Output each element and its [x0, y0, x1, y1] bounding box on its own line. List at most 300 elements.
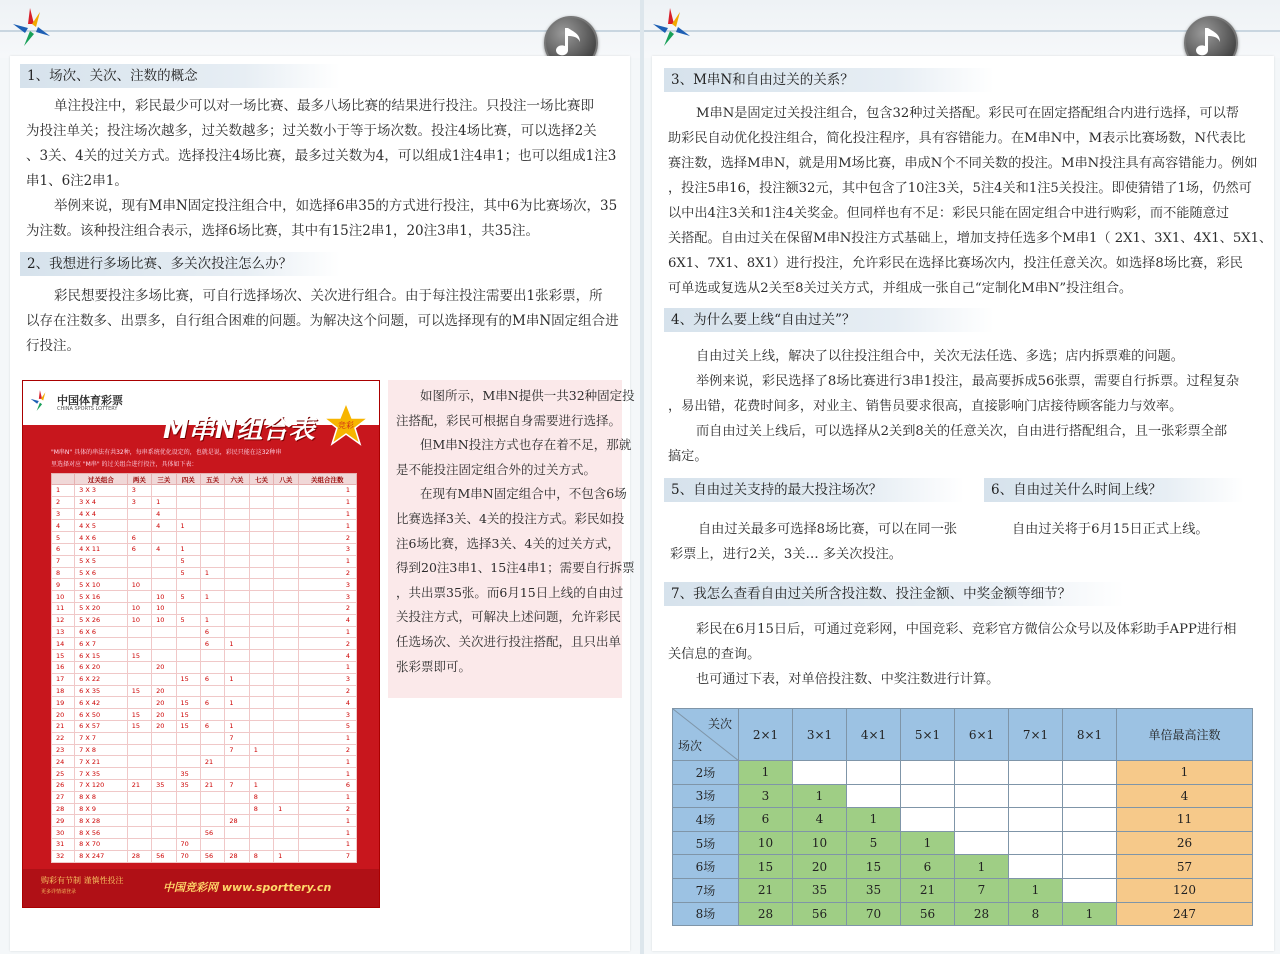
poster-cell: 24 [52, 756, 75, 768]
s2-line-2: 以存在注数多、出票多，自行组合困难的问题。为解决这个问题，可以选择现有的M串N固定组合进 [26, 313, 619, 329]
poster-cell: 26 [52, 779, 75, 791]
poster-cell [127, 508, 151, 520]
poster-cell [249, 555, 273, 567]
poster-cell [176, 791, 200, 803]
poster-cell [249, 638, 273, 650]
max-count-cell: 120 [1117, 878, 1253, 902]
poster-cell: 8 X 247 [75, 850, 128, 862]
table-cell [955, 808, 1009, 832]
poster-cell: 35 [152, 779, 176, 791]
poster-table-row [52, 567, 357, 579]
table-col-header: 7×1 [1009, 709, 1063, 761]
s1-line-6: 为注数。该种投注组合表示，选择6场比赛，其中有15注2串1，20注3串1，共35注。 [26, 223, 539, 239]
poster-cell [127, 756, 151, 768]
table-cell [901, 761, 955, 785]
poster-cell [274, 496, 298, 508]
poster-col-header: 四关 [176, 474, 200, 485]
poster-cell [249, 838, 273, 850]
poster-cell: 8 X 56 [75, 827, 128, 839]
poster-cell [274, 697, 298, 709]
table-cell [1063, 761, 1117, 785]
poster-cell: 1 [176, 543, 200, 555]
max-count-cell: 4 [1117, 784, 1253, 808]
poster-cell: 7 X 7 [75, 732, 128, 744]
poster-table-row [52, 744, 357, 756]
poster-cell: 7 [225, 744, 249, 756]
poster-cell [274, 709, 298, 721]
poster-cell [176, 827, 200, 839]
poster-cell [152, 732, 176, 744]
poster-table-row [52, 685, 357, 697]
row-label: 6场 [673, 855, 739, 879]
poster-table-row [52, 815, 357, 827]
table-cell [1063, 808, 1117, 832]
table-cell: 21 [739, 878, 793, 902]
poster-cell [249, 756, 273, 768]
poster-cell: 1 [298, 827, 356, 839]
row-label: 3场 [673, 784, 739, 808]
poster-cell: 5 X 16 [75, 591, 128, 603]
poster-cell: 4 X 4 [75, 508, 128, 520]
table-cell [1009, 855, 1063, 879]
poster-cell [176, 685, 200, 697]
poster-cell: 6 X 6 [75, 626, 128, 638]
table-cell: 10 [739, 831, 793, 855]
poster-cell [225, 791, 249, 803]
poster-cell [176, 638, 200, 650]
poster-cell [225, 508, 249, 520]
poster-table-row [52, 803, 357, 815]
poster-cell [249, 661, 273, 673]
poster-cell [152, 626, 176, 638]
poster-cell: 1 [152, 496, 176, 508]
poster-cell [127, 791, 151, 803]
table-cell: 3 [739, 784, 793, 808]
poster-col-header: 两关 [127, 474, 151, 485]
poster-cell: 7 [225, 779, 249, 791]
poster-cell: 5 [52, 532, 75, 544]
poster-footer-more: 更多详情请登录 [41, 889, 77, 895]
poster-cell [274, 614, 298, 626]
poster-table-row [52, 614, 357, 626]
poster-cell [127, 638, 151, 650]
poster-cell: 20 [152, 661, 176, 673]
poster-cell: 6 X 7 [75, 638, 128, 650]
side-note-line: 注6场比赛，选择3关、4关的过关方式， [396, 535, 620, 551]
section-2-heading: 2、我想进行多场比赛、多关次投注怎么办？ [20, 252, 340, 276]
poster-cell [127, 567, 151, 579]
poster-cell: 2 [298, 567, 356, 579]
poster-cell: 1 [298, 756, 356, 768]
poster-cell: 1 [225, 638, 249, 650]
poster-cell: 5 X 10 [75, 579, 128, 591]
poster-cell: 8 X 8 [75, 791, 128, 803]
poster-cell: 6 [200, 697, 224, 709]
poster-cell [152, 579, 176, 591]
poster-cell [200, 709, 224, 721]
poster-cell: 19 [52, 697, 75, 709]
poster-cell: 1 [249, 779, 273, 791]
poster-cell [152, 555, 176, 567]
poster-cell: 15 [127, 709, 151, 721]
poster-cell [274, 650, 298, 662]
poster-cell: 5 [176, 555, 200, 567]
table-cell [1063, 784, 1117, 808]
top-rule [0, 30, 640, 32]
poster-cell: 6 [200, 626, 224, 638]
side-note-line: 注搭配，彩民可根据自身需要进行选择。 [396, 412, 622, 428]
poster-cell: 5 [176, 567, 200, 579]
poster-cell: 7 X 21 [75, 756, 128, 768]
poster-cell: 7 [52, 555, 75, 567]
side-note-line: 关投注方式，可解决上述问题，允许彩民 [396, 609, 622, 625]
poster-cell [152, 803, 176, 815]
poster-cell [249, 815, 273, 827]
s1-line-2: 为投注单关；投注场次越多，过关数越多；过关数小于等于场次数。投注4场比赛，可以选择2关 [26, 123, 597, 139]
poster-cell [200, 791, 224, 803]
poster-table-row [52, 626, 357, 638]
poster-cell [127, 744, 151, 756]
s3-line-7: 6X1、7X1、8X1）进行投注，允许彩民在选择比赛场次内，投注任意关次。如选择8场比赛，彩民 [668, 256, 1243, 271]
table-cell: 35 [793, 878, 847, 902]
s5-line-1: 自由过关最多可选择8场比赛，可以在同一张 [698, 522, 957, 537]
poster-table-row [52, 732, 357, 744]
poster-cell: 20 [52, 709, 75, 721]
table-row [673, 784, 1253, 808]
poster-cell: 1 [298, 768, 356, 780]
poster-cell [274, 661, 298, 673]
poster-cell [176, 650, 200, 662]
poster-table-row [52, 602, 357, 614]
s7-line-3: 也可通过下表，对单倍投注数、中奖注数进行计算。 [696, 672, 1000, 687]
poster-table-row [52, 496, 357, 508]
poster-cell [176, 661, 200, 673]
poster-col-header [52, 474, 75, 485]
s3-line-2: 助彩民自动优化投注组合，简化投注程序，具有容错能力。在M串N中，M表示比赛场数，N代表比 [668, 131, 1246, 146]
poster-cell [200, 732, 224, 744]
poster-cell [225, 650, 249, 662]
poster-cell: 3 [52, 508, 75, 520]
table-cell [1063, 831, 1117, 855]
poster-cell: 32 [52, 850, 75, 862]
poster-cell: 35 [176, 768, 200, 780]
poster-cell [274, 815, 298, 827]
poster-cell: 3 [298, 709, 356, 721]
poster-cell [274, 508, 298, 520]
poster-cell: 6 X 35 [75, 685, 128, 697]
side-note-line: 在现有M串N固定组合中，不包含6场 [420, 486, 627, 502]
s3-line-1: M串N是固定过关投注组合，包含32种过关搭配。彩民可在固定搭配组合内进行选择，可以帮 [696, 106, 1239, 121]
poster-cell [200, 532, 224, 544]
poster-cell: 1 [200, 614, 224, 626]
poster-cell [200, 685, 224, 697]
poster-cell: 15 [176, 709, 200, 721]
poster-footer-slogan: 购彩有节制 谨慎性投注 [41, 876, 124, 885]
table-cell: 5 [847, 831, 901, 855]
poster-cell [152, 532, 176, 544]
poster-cell: 1 [176, 520, 200, 532]
table-cell [955, 831, 1009, 855]
poster-cell: 4 [152, 520, 176, 532]
poster-col-header: 七关 [249, 474, 273, 485]
poster-cell: 1 [298, 815, 356, 827]
poster-cell: 1 [298, 791, 356, 803]
poster-cell [274, 768, 298, 780]
row-label: 2场 [673, 761, 739, 785]
table-cell: 56 [901, 902, 955, 926]
table-row [673, 878, 1253, 902]
poster-cell: 22 [52, 732, 75, 744]
poster-table [51, 473, 357, 863]
poster-cell: 2 [298, 803, 356, 815]
max-count-cell: 11 [1117, 808, 1253, 832]
poster-cell [225, 532, 249, 544]
poster-cell [127, 661, 151, 673]
s4-line-1: 自由过关上线，解决了以往投注组合中，关次无法任选、多选；店内拆票难的问题。 [696, 349, 1184, 364]
poster-cell [274, 638, 298, 650]
star-badge-label: 竞彩 [338, 421, 354, 430]
table-cell [955, 761, 1009, 785]
poster-table-row [52, 661, 357, 673]
poster-cell: 1 [274, 850, 298, 862]
s6-line-1: 自由过关将于6月15日正式上线。 [1012, 522, 1209, 537]
poster-table-row [52, 850, 357, 862]
table-cell [1009, 784, 1063, 808]
poster-cell: 10 [127, 614, 151, 626]
poster-cell [127, 815, 151, 827]
table-col-header: 2×1 [739, 709, 793, 761]
section-4-heading: 4、为什么要上线“自由过关”？ [664, 308, 994, 332]
poster-cell [200, 602, 224, 614]
poster-table-row [52, 720, 357, 732]
corner-bottom-label: 场次 [678, 739, 703, 753]
poster-cell: 3 [127, 496, 151, 508]
poster-cell: 6 X 22 [75, 673, 128, 685]
table-cell: 1 [1063, 902, 1117, 926]
poster-cell: 15 [127, 720, 151, 732]
poster-cell: 30 [52, 827, 75, 839]
s3-line-5: 以中出4注3关和1注4关奖金。但同样也有不足：彩民只能在固定组合中进行购彩，而不能随意过 [668, 206, 1230, 221]
s5-line-2: 彩票上，进行2关，3关… 多关次投注。 [670, 547, 902, 562]
table-col-header: 4×1 [847, 709, 901, 761]
poster-cell: 12 [52, 614, 75, 626]
table-cell: 1 [955, 855, 1009, 879]
poster-col-header: 八关 [274, 474, 298, 485]
poster-cell [200, 815, 224, 827]
poster-cell: 1 [298, 508, 356, 520]
poster-cell [249, 626, 273, 638]
poster-cell [274, 756, 298, 768]
poster-cell: 10 [152, 602, 176, 614]
section-7-heading: 7、我怎么查看自由过关所含投注数、投注金额、中奖金额等细节？ [664, 582, 1124, 606]
table-cell [1009, 808, 1063, 832]
poster-cell [249, 768, 273, 780]
poster-cell [249, 532, 273, 544]
s3-line-6: 关搭配。自由过关在保留M串N投注方式基础上，增加支持任选多个M串1（ 2X1、3X1、4X1、5X1、 [668, 231, 1273, 246]
poster-cell: 6 [52, 543, 75, 555]
s3-line-4: ，投注5串16，投注额32元，其中包含了10注3关，5注4关和1注5关投注。即使猜错了1场，仍然可 [668, 181, 1252, 196]
row-label: 4场 [673, 808, 739, 832]
poster-cell: 3 [298, 591, 356, 603]
table-cell: 10 [793, 831, 847, 855]
poster-cell: 10 [152, 614, 176, 626]
poster-cell [274, 791, 298, 803]
poster-cell: 10 [152, 591, 176, 603]
poster-cell [127, 838, 151, 850]
poster-cell [176, 626, 200, 638]
poster-cell: 31 [52, 838, 75, 850]
poster-table-row [52, 532, 357, 544]
poster-cell [274, 532, 298, 544]
poster-cell [200, 744, 224, 756]
poster-cell: 8 [52, 567, 75, 579]
section-1-heading: 1、场次、关次、注数的概念 [20, 64, 340, 88]
table-cell [793, 761, 847, 785]
poster-cell: 2 [298, 602, 356, 614]
poster-cell [200, 485, 224, 497]
side-note-line: 得到20注3串1、15注4串1；需要自行拆票 [396, 560, 635, 576]
poster-cell [152, 673, 176, 685]
poster-cell [200, 650, 224, 662]
poster-cell: 3 [298, 543, 356, 555]
poster-brand-en: CHINA SPORTS LOTTERY [57, 406, 118, 412]
table-cell [1063, 878, 1117, 902]
mn-combination-poster [22, 380, 380, 908]
table-cell [1063, 855, 1117, 879]
poster-cell: 15 [52, 650, 75, 662]
poster-cell: 18 [52, 685, 75, 697]
star-badge-icon [323, 401, 369, 447]
poster-cell [176, 496, 200, 508]
table-cell: 28 [739, 902, 793, 926]
poster-cell [274, 827, 298, 839]
poster-cell [176, 602, 200, 614]
poster-cell [274, 732, 298, 744]
poster-cell [225, 567, 249, 579]
poster-cell [152, 485, 176, 497]
poster-cell: 6 X 50 [75, 709, 128, 721]
poster-table-row [52, 697, 357, 709]
poster-cell [274, 555, 298, 567]
poster-cell [152, 744, 176, 756]
poster-cell [274, 673, 298, 685]
table-cell: 1 [1009, 878, 1063, 902]
table-cell [901, 784, 955, 808]
table-col-header: 6×1 [955, 709, 1009, 761]
table-cell: 56 [793, 902, 847, 926]
poster-cell [225, 661, 249, 673]
side-note-line: 比赛选择3关、4关的投注方式。彩民如投 [396, 511, 625, 526]
poster-cell: 8 [249, 803, 273, 815]
poster-cell: 1 [200, 567, 224, 579]
poster-cell: 6 X 57 [75, 720, 128, 732]
side-note-line: 任选场次、关次进行投注搭配，且只出单 [396, 634, 622, 649]
music-note-icon [1196, 26, 1226, 60]
table-cell: 15 [847, 855, 901, 879]
poster-cell [274, 591, 298, 603]
poster-cell [225, 543, 249, 555]
poster-cell: 3 [298, 673, 356, 685]
table-cell: 1 [793, 784, 847, 808]
poster-col-header: 关组合注数 [298, 474, 356, 485]
poster-cell: 25 [52, 768, 75, 780]
table-cell: 20 [793, 855, 847, 879]
max-count-cell: 57 [1117, 855, 1253, 879]
poster-cell [249, 520, 273, 532]
table-cell: 15 [739, 855, 793, 879]
s1-line-5: 举例来说，现有M串N固定投注组合中，如选择6串35的方式进行投注，其中6为比赛场次，35 [54, 198, 618, 214]
poster-cell: 1 [249, 744, 273, 756]
s1-line-1: 单注投注中，彩民最少可以对一场比赛、最多八场比赛的结果进行投注。只投注一场比赛即 [54, 98, 594, 114]
side-note-line: 是不能投注固定组合外的过关方式。 [396, 461, 597, 477]
poster-cell: 5 [298, 720, 356, 732]
poster-cell [127, 768, 151, 780]
table-cell: 70 [847, 902, 901, 926]
poster-cell: 7 [225, 732, 249, 744]
poster-cell [274, 720, 298, 732]
poster-cell: 8 [249, 850, 273, 862]
s1-line-4: 串1、6注2串1。 [26, 173, 128, 189]
poster-cell: 56 [152, 850, 176, 862]
side-note-line: 但M串N投注方式也存在着不足，那就 [420, 437, 632, 453]
poster-cell: 1 [298, 520, 356, 532]
poster-table-row [52, 838, 357, 850]
poster-cell [249, 709, 273, 721]
side-note-line: 如图所示，M串N提供一共32种固定投 [420, 388, 635, 403]
poster-cell [249, 827, 273, 839]
poster-cell: 10 [52, 591, 75, 603]
table-cell [847, 784, 901, 808]
poster-cell: 2 [298, 744, 356, 756]
poster-cell: 2 [298, 638, 356, 650]
table-corner-cell [673, 709, 739, 761]
poster-cell [176, 532, 200, 544]
poster-cell: 7 X 8 [75, 744, 128, 756]
poster-cell [176, 508, 200, 520]
poster-cell [176, 803, 200, 815]
poster-brand: 中国体育彩票 [57, 394, 123, 407]
poster-cell [176, 579, 200, 591]
poster-cell: 1 [298, 732, 356, 744]
poster-footer [23, 869, 379, 907]
bet-count-table [672, 708, 1253, 926]
poster-cell: 56 [200, 827, 224, 839]
music-note-icon [556, 26, 586, 60]
poster-cell: 1 [298, 496, 356, 508]
poster-note [51, 447, 281, 471]
poster-cell [176, 815, 200, 827]
poster-cell: 21 [200, 756, 224, 768]
table-cell: 1 [847, 808, 901, 832]
s4-line-2: 举例来说，彩民选择了8场比赛进行3串1投注，最高要拆成56张票，需要自行拆票。过程复杂 [696, 374, 1240, 389]
poster-cell [274, 579, 298, 591]
poster-cell: 6 [127, 532, 151, 544]
corner-top-label: 关次 [707, 717, 732, 731]
poster-table-row [52, 638, 357, 650]
poster-cell [152, 838, 176, 850]
poster-note-line-2: 里选择对应 "M串" 的过关组合进行投注，具体如下表： [51, 461, 198, 468]
poster-cell [225, 591, 249, 603]
poster-cell: 5 [176, 591, 200, 603]
poster-cell [249, 720, 273, 732]
poster-table-row [52, 827, 357, 839]
poster-cell [127, 673, 151, 685]
poster-cell: 4 [298, 614, 356, 626]
poster-cell: 1 [298, 485, 356, 497]
poster-col-header: 三关 [152, 474, 176, 485]
poster-cell: 3 [298, 579, 356, 591]
poster-cell [200, 838, 224, 850]
